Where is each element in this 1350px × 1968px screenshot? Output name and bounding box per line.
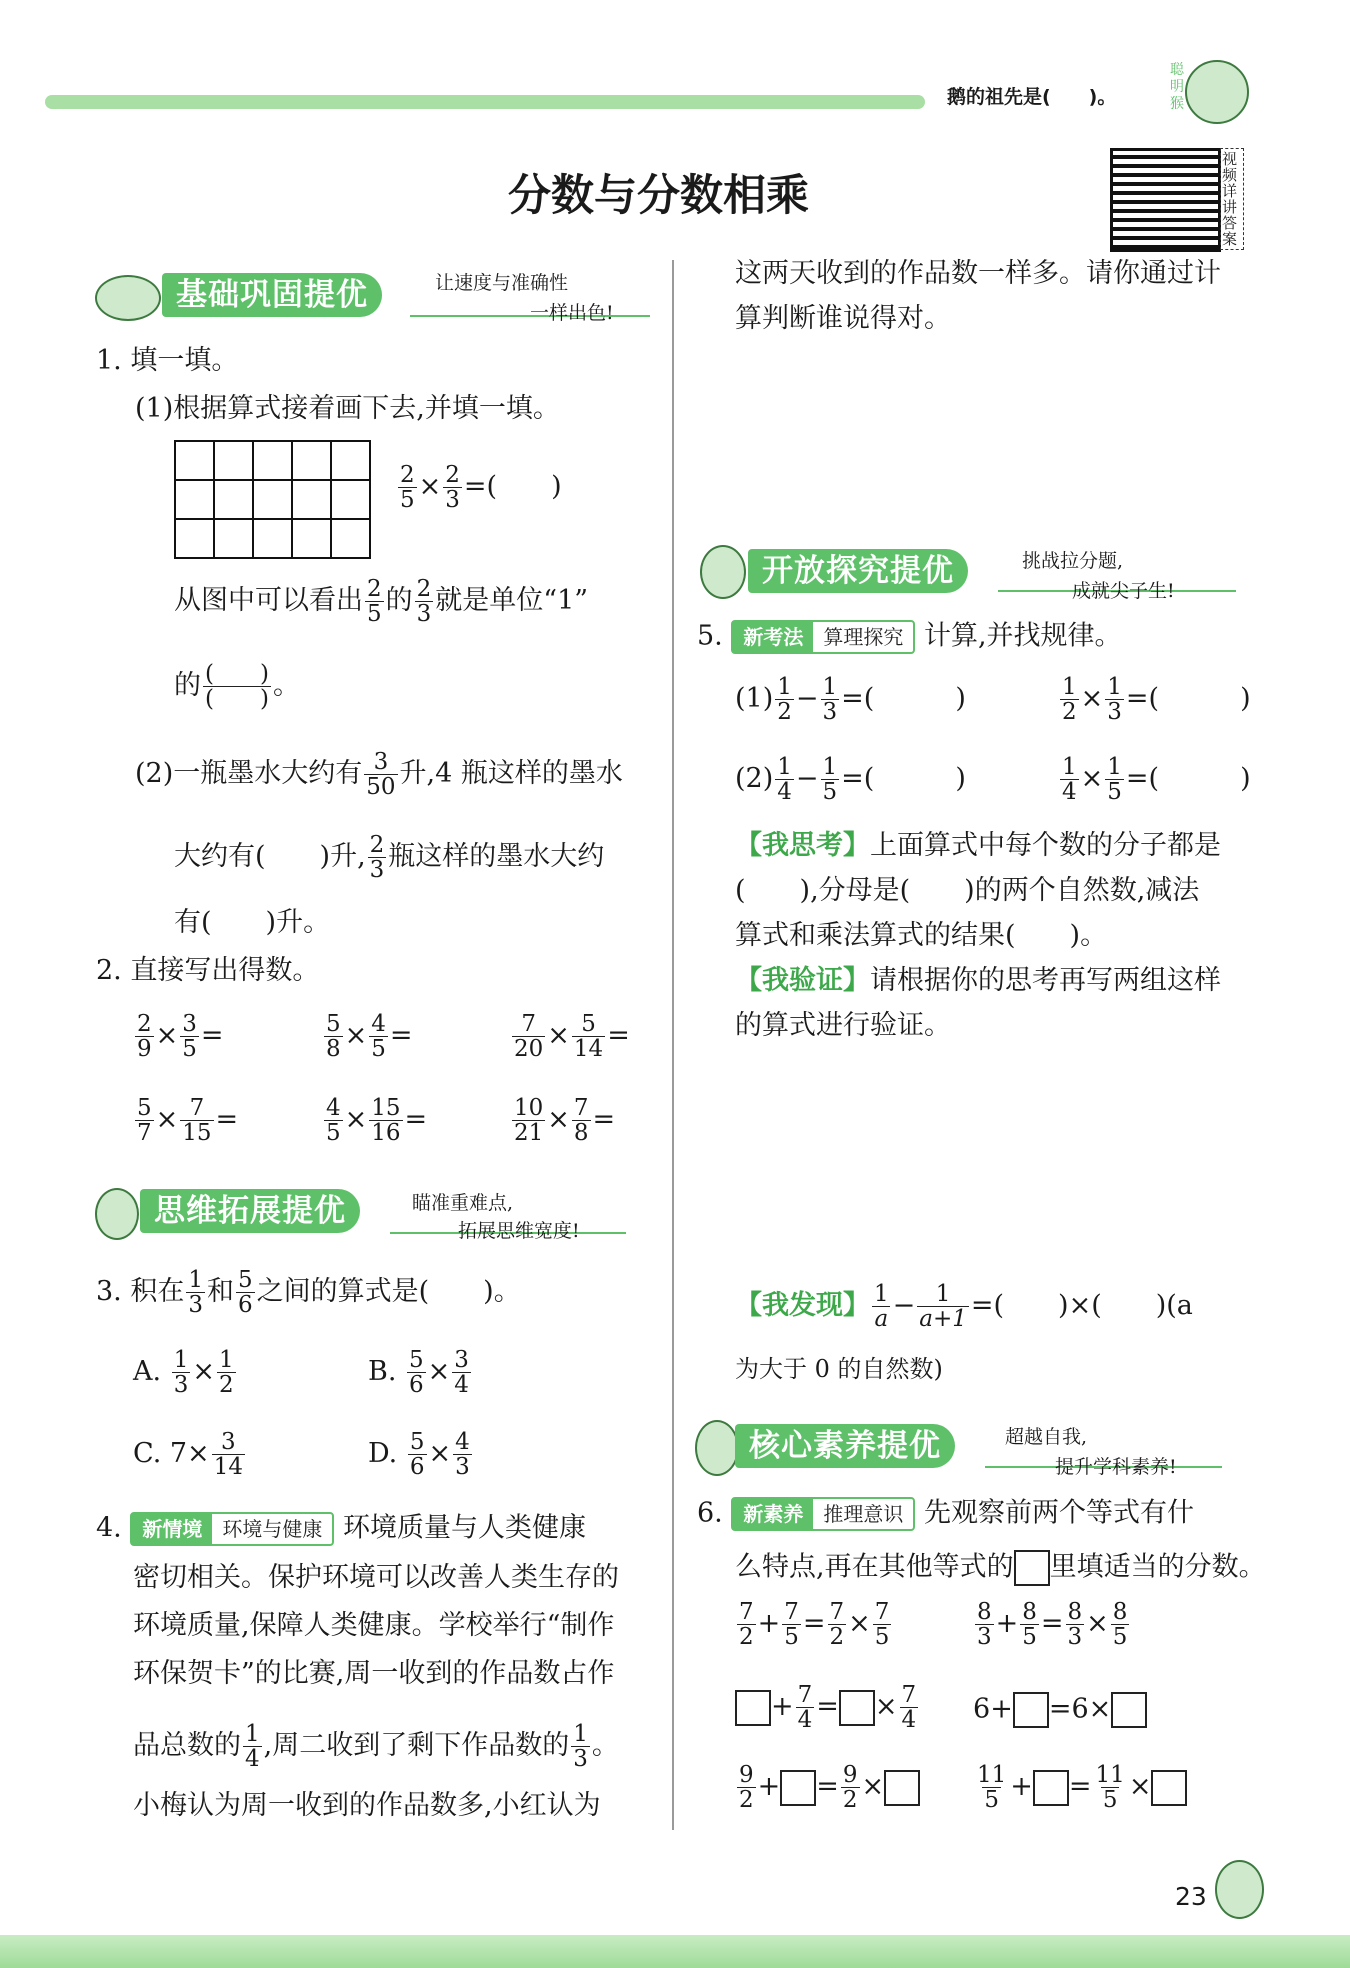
q2-problem[interactable]: $\frac{4}{5}$ × $\frac{15}{16}$ = — [326, 1095, 428, 1147]
q4-number: 4. — [96, 1512, 122, 1544]
q4-line8: 算判断谁说得对。 — [735, 303, 951, 334]
q1-p2-text: 瓶这样的墨水大约 — [388, 841, 605, 873]
fraction: $\frac{2}{3}$ — [369, 832, 385, 884]
fraction: $\frac{1}{4}$ — [777, 754, 792, 806]
fraction: $\frac{5}{7}$ — [137, 1095, 152, 1147]
q6-tag: 新素养 推理意识 — [731, 1497, 915, 1531]
monkey-core-icon — [695, 1420, 739, 1476]
header-band — [45, 95, 925, 109]
q4-tag: 新情境 环境与健康 — [130, 1512, 334, 1546]
answer-box[interactable] — [1014, 1550, 1050, 1586]
fraction: $\frac{8}{5}$ — [1022, 1599, 1037, 1651]
qr-code[interactable] — [1110, 148, 1221, 252]
fraction: $\frac{3}{14}$ — [213, 1429, 243, 1481]
fraction: $\frac{11}{5}$ — [977, 1762, 1007, 1814]
fraction: $\frac{7}{15}$ — [182, 1095, 212, 1147]
q5-verify-text: 请根据你的思考再写两组这样 — [870, 965, 1221, 996]
section-basic-banner — [162, 272, 382, 318]
verify-tag: 【我验证】 — [735, 965, 870, 996]
q4-text: 。 — [591, 1730, 619, 1762]
section-thinking-banner — [140, 1188, 360, 1234]
q6-eq2: $\frac{8}{3}$ + $\frac{8}{5}$ = $\frac{8}{3}$ × $\frac{8}{5}$ — [977, 1599, 1128, 1651]
column-divider — [672, 260, 674, 1830]
q5-find-line1[interactable]: 【我发现】 $\frac{1}{a}$ − $\frac{1}{a+1}$ =( )×( )(a — [735, 1281, 1193, 1333]
fraction: $\frac{7}{8}$ — [573, 1095, 589, 1147]
answer-box[interactable] — [884, 1770, 920, 1806]
fraction: $\frac{2}{5}$ — [367, 576, 382, 628]
q5-think-line3[interactable]: 算式和乘法算式的结果( )。 — [735, 920, 1108, 951]
think-tag: 【我思考】 — [735, 830, 870, 861]
fraction: $\frac{5}{6}$ — [409, 1429, 425, 1481]
q3-option-b[interactable]: B. $\frac{5}{6}$ × $\frac{3}{4}$ — [368, 1347, 469, 1399]
section-thinking-tag1: 瞄准重难点, — [412, 1192, 514, 1214]
q5-tag: 新考法 算理探究 — [731, 620, 915, 654]
q1-line — [96, 345, 238, 377]
q3-text: 和 — [207, 1276, 234, 1308]
q5-number: 5. — [697, 620, 723, 652]
q2-problem[interactable]: $\frac{5}{8}$ × $\frac{4}{5}$ = — [326, 1011, 413, 1063]
fraction: $\frac{10}{21}$ — [514, 1095, 544, 1147]
fraction: $\frac{2}{3}$ — [416, 576, 432, 628]
fraction: $\frac{15}{16}$ — [371, 1095, 401, 1147]
q6-eq1: $\frac{7}{2}$ + $\frac{7}{5}$ = $\frac{7}{2}$ × $\frac{7}{5}$ — [739, 1599, 890, 1651]
fraction: $\frac{1}{4}$ — [1062, 754, 1077, 806]
monkey-thinking-icon — [95, 1188, 139, 1240]
q3-text: 积在 — [130, 1276, 185, 1308]
q1-of-text: 的 — [174, 670, 201, 702]
fraction: $\frac{1}{3}$ — [173, 1347, 189, 1399]
section-thinking-title: 思维拓展提优 — [140, 1189, 360, 1233]
q4-text: 品总数的 — [133, 1730, 241, 1762]
q2-line — [96, 955, 319, 987]
q4-line5 — [133, 1722, 619, 1771]
answer-box[interactable] — [1033, 1770, 1069, 1806]
q4-line1 — [96, 1512, 586, 1546]
q4-text: 环境质量与人类健康 — [342, 1512, 586, 1544]
option-label: A. — [133, 1356, 162, 1388]
q1-number: 1. — [96, 345, 122, 376]
section-basic-tag2: 一样出色! — [530, 302, 614, 324]
fraction: $\frac{4}{5}$ — [371, 1011, 386, 1063]
fraction: $\frac{1}{4}$ — [245, 1721, 260, 1773]
q6-eq5: $\frac{9}{2}$ + = $\frac{9}{2}$ × — [735, 1763, 920, 1812]
q2-problem[interactable]: $\frac{10}{21}$ × $\frac{7}{8}$ = — [514, 1095, 616, 1147]
fraction: $\frac{5}{14}$ — [573, 1011, 604, 1063]
q5-think-line2[interactable]: ( ),分母是( )的两个自然数,减法 — [735, 875, 1200, 906]
answer-box[interactable] — [1151, 1770, 1187, 1806]
q5-line — [697, 620, 1122, 654]
fraction: $\frac{1}{3}$ — [573, 1721, 588, 1773]
footer-band — [0, 1935, 1350, 1968]
fraction: $\frac{3}{50}$ — [366, 749, 396, 801]
page-title: 分数与分数相乘 — [508, 171, 809, 221]
section-basic-title: 基础巩固提优 — [162, 273, 382, 317]
q2-number: 2. — [96, 955, 122, 986]
q2-title: 直接写出得数。 — [130, 955, 320, 986]
q2-problem[interactable]: $\frac{5}{7}$ × $\frac{7}{15}$ = — [137, 1095, 239, 1147]
option-label: C. — [133, 1438, 162, 1470]
q5-row1-mul[interactable]: $\frac{1}{2}$ × $\frac{1}{3}$ =( ) — [1062, 674, 1251, 726]
q5-row2-sub[interactable]: (2) $\frac{1}{4}$ − $\frac{1}{5}$ =( ) — [735, 754, 966, 806]
fraction: $\frac{9}{2}$ — [739, 1762, 754, 1814]
blank-fraction[interactable]: ( ) ( ) — [205, 661, 269, 713]
answer-box[interactable] — [780, 1770, 816, 1806]
fraction: $\frac{11}{5}$ — [1095, 1762, 1125, 1814]
q6-eq3: + $\frac{7}{4}$ = × $\frac{7}{4}$ — [735, 1683, 920, 1732]
fraction: $\frac{9}{2}$ — [842, 1762, 858, 1814]
q2-problem[interactable]: $\frac{2}{9}$ × $\frac{3}{5}$ = — [137, 1011, 224, 1063]
q2-problem[interactable]: $\frac{7}{20}$ × $\frac{5}{14}$ = — [514, 1011, 630, 1063]
dolphin-icon — [1215, 1860, 1264, 1919]
fraction: $\frac{5}{6}$ — [238, 1267, 253, 1319]
q6-number: 6. — [697, 1497, 723, 1529]
fraction: $\frac{7}{4}$ — [797, 1682, 813, 1734]
q1-part2-line3[interactable]: 有( )升。 — [174, 907, 331, 938]
fraction-grid[interactable] — [174, 440, 371, 559]
fraction: $\frac{4}{5}$ — [326, 1095, 341, 1147]
section-core-tag1: 超越自我, — [1005, 1426, 1088, 1448]
q1-p2-text: (2)一瓶墨水大约有 — [135, 758, 363, 790]
answer-box[interactable] — [839, 1690, 875, 1726]
monkey-explore-icon — [700, 545, 746, 599]
fraction: $\frac{2}{3}$ — [445, 462, 460, 514]
brand-label: 聪明猴 — [1170, 62, 1184, 112]
q3-line — [96, 1268, 521, 1317]
q3-option-a[interactable]: A. $\frac{1}{3}$ × $\frac{1}{2}$ — [133, 1347, 234, 1399]
q4-line4: 环保贺卡”的比赛,周一收到的作品数占作 — [133, 1658, 615, 1689]
fraction: $\frac{8}{3}$ — [977, 1599, 992, 1651]
fraction: $\frac{1}{3}$ — [822, 674, 838, 726]
q1-see-line — [174, 577, 588, 626]
q1-part2-line2 — [174, 833, 604, 882]
turtle-mascot-icon — [95, 275, 161, 321]
fraction: $\frac{2}{5}$ — [400, 462, 415, 514]
q4-line2: 密切相关。保护环境可以改善人类生存的 — [133, 1562, 619, 1593]
q1-see-text: 就是单位“1” — [435, 585, 589, 617]
q1-end: 。 — [272, 670, 300, 702]
q3-option-c[interactable] — [133, 1430, 247, 1479]
fraction: $\frac{7}{5}$ — [784, 1599, 799, 1651]
fraction: $\frac{7}{20}$ — [514, 1011, 544, 1063]
option-label: B. — [368, 1356, 397, 1388]
q5-verify-line2: 的算式进行验证。 — [735, 1010, 951, 1041]
q1-see-text: 的 — [385, 585, 413, 617]
q6-text: 先观察前两个等式有什 — [923, 1497, 1194, 1529]
fraction: $\frac{2}{9}$ — [137, 1011, 152, 1063]
q6-eq6: $\frac{11}{5}$ + = $\frac{11}{5}$ × — [973, 1763, 1187, 1812]
q4-text: ,周二收到了剩下作品数的 — [263, 1730, 570, 1762]
fraction: $\frac{1}{2}$ — [218, 1347, 234, 1399]
fraction: $\frac{1}{2}$ — [1062, 674, 1077, 726]
q4-line3: 环境质量,保障人类健康。学校举行“制作 — [133, 1610, 615, 1641]
q1-answer-line — [174, 662, 300, 711]
section-explore-tag2: 成就尖子生! — [1072, 580, 1175, 602]
q5-row1-sub[interactable]: (1) $\frac{1}{2}$ − $\frac{1}{3}$ =( ) — [735, 674, 966, 726]
q6-eq4: 6+ =6× — [973, 1692, 1147, 1728]
section-core-title: 核心素养提优 — [735, 1424, 955, 1468]
qr-label: 视频详讲答案 — [1220, 148, 1244, 250]
q3-number: 3. — [96, 1276, 122, 1308]
fraction: $\frac{1}{a+1}$ — [919, 1281, 967, 1333]
fraction: $\frac{8}{5}$ — [1112, 1599, 1128, 1651]
q3-option-d[interactable]: D. $\frac{5}{6}$ × $\frac{4}{3}$ — [368, 1429, 470, 1481]
q5-find-line2: 为大于 0 的自然数) — [735, 1355, 943, 1383]
fraction: $\frac{1}{a}$ — [874, 1281, 889, 1333]
answer-box[interactable] — [735, 1690, 771, 1726]
q5-think-text: 上面算式中每个数的分子都是 — [870, 830, 1221, 861]
q1-title: 填一填。 — [130, 345, 239, 376]
section-core-tag2: 提升学科素养! — [1055, 1456, 1177, 1478]
fraction: $\frac{4}{3}$ — [455, 1429, 470, 1481]
q6-text: 里填适当的分数。 — [1049, 1551, 1266, 1583]
monkey-mascot-icon — [1185, 60, 1249, 124]
section-thinking-tag2: 拓展思维宽度! — [458, 1220, 580, 1242]
fraction: $\frac{5}{8}$ — [326, 1011, 341, 1063]
fraction: $\frac{1}{5}$ — [1107, 754, 1122, 806]
q1-eq-blank[interactable]: =( ) — [463, 471, 562, 503]
q1-p2-text[interactable]: 大约有( )升, — [174, 841, 366, 873]
q5-verify-line1 — [735, 965, 1221, 997]
fraction: $\frac{7}{4}$ — [901, 1682, 917, 1734]
section-explore-title: 开放探究提优 — [748, 549, 968, 593]
option-label: D. — [368, 1438, 398, 1470]
section-core-banner — [735, 1423, 955, 1469]
q5-row2-mul[interactable]: $\frac{1}{4}$ × $\frac{1}{5}$ =( ) — [1062, 754, 1251, 806]
fraction: $\frac{7}{2}$ — [739, 1599, 754, 1651]
q3-text[interactable]: 之间的算式是( )。 — [256, 1276, 521, 1308]
q1-part1: (1)根据算式接着画下去,并填一填。 — [135, 393, 560, 424]
fraction: $\frac{1}{5}$ — [822, 754, 838, 806]
fraction: $\frac{1}{3}$ — [1107, 674, 1122, 726]
fraction: $\frac{3}{4}$ — [454, 1347, 469, 1399]
q1-equation: $\frac{2}{5}$ × $\frac{2}{3}$ =( ) — [400, 462, 562, 514]
fraction: $\frac{1}{2}$ — [777, 674, 792, 726]
q5-title: 计算,并找规律。 — [923, 620, 1122, 652]
q6-text: 么特点,再在其他等式的 — [735, 1551, 1014, 1583]
header-hint: 鹅的祖先是( )。 — [947, 86, 1117, 108]
q1-see-text: 从图中可以看出 — [174, 585, 363, 617]
q6-line1 — [697, 1497, 1194, 1531]
section-explore-banner — [748, 548, 968, 594]
q1-p2-text: 升,4 瓶这样的墨水 — [399, 758, 623, 790]
fraction: $\frac{7}{5}$ — [874, 1599, 890, 1651]
answer-box[interactable] — [1013, 1692, 1049, 1728]
q1-part2-line1 — [135, 750, 623, 799]
answer-box[interactable] — [1111, 1692, 1147, 1728]
q3-seven: 7× — [169, 1438, 210, 1470]
q6-line2 — [735, 1550, 1266, 1586]
find-tag: 【我发现】 — [735, 1290, 870, 1322]
fraction: $\frac{8}{3}$ — [1067, 1599, 1083, 1651]
q5-think-line1 — [735, 830, 1221, 862]
fraction: $\frac{5}{6}$ — [409, 1347, 424, 1399]
section-basic-tag1: 让速度与准确性 — [435, 272, 569, 294]
q4-line6: 小梅认为周一收到的作品数多,小红认为 — [133, 1790, 601, 1821]
q4-line7: 这两天收到的作品数一样多。请你通过计 — [735, 258, 1221, 289]
page-number: 23 — [1175, 1882, 1207, 1911]
fraction: $\frac{7}{2}$ — [829, 1599, 845, 1651]
fraction: $\frac{3}{5}$ — [182, 1011, 197, 1063]
fraction: $\frac{1}{3}$ — [188, 1267, 203, 1319]
section-explore-tag1: 挑战拉分题, — [1022, 550, 1124, 572]
